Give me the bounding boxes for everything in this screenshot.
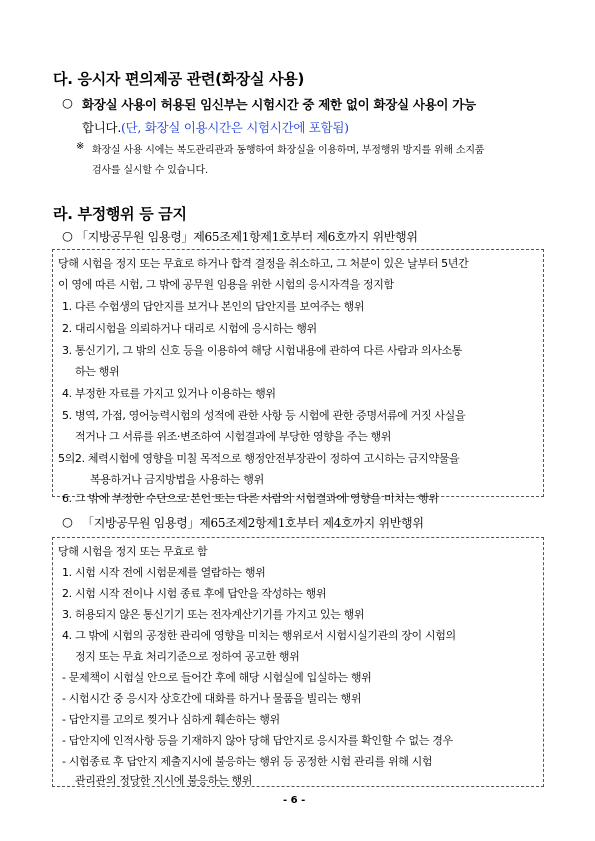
dash-item: - 답안지에 인적사항 등을 기재하지 않아 당해 답안지로 응시자를 확인할 수 없는 경우 — [62, 734, 453, 747]
list-item-continuation: 적거나 그 서류를 위조·변조하여 시험결과에 부당한 영향을 주는 행위 — [75, 430, 392, 443]
page-number: - 6 - — [283, 795, 306, 806]
box1-intro-line1: 당해 시험을 정지 또는 무효로 하거나 합격 결정을 취소하고, 그 처분이 있은 날부터 5년간 — [58, 257, 469, 270]
list-item: 3. 허용되지 않은 통신기기 또는 전자계산기기를 가지고 있는 행위 — [62, 608, 365, 621]
box1-intro-line2: 이 영에 따른 시험, 그 밖에 공무원 임용을 위한 시험의 응시자격을 정지함 — [58, 278, 394, 291]
dash-item: - 문제책이 시험실 안으로 들어간 후에 해당 시험실에 입실하는 행위 — [62, 671, 372, 684]
dash-item: - 시험종료 후 답안지 제출지시에 불응하는 행위 등 공정한 시험 관리를 위해 시험 — [62, 755, 433, 768]
restroom-bullet-line2 — [82, 118, 349, 136]
dash-item: - 시험시간 중 응시자 상호간에 대화를 하거나 물품을 빌리는 행위 — [62, 692, 362, 705]
list-item-continuation: 복용하거나 금지방법을 사용하는 행위 — [90, 473, 264, 486]
list-item: 4. 그 밖에 시험의 공정한 관리에 영향을 미치는 행위로서 시험시실기관의 장이 시험의 — [62, 629, 456, 642]
list-item: 5. 병역, 가점, 영어능력시험의 성적에 관한 사항 등 시험에 관한 증명서류에 거짓 사실을 — [62, 409, 466, 422]
restroom-bullet-line2-black: 합니다. — [82, 120, 121, 135]
bullet-mark: ○ — [62, 95, 73, 110]
list-item: 2. 시험 시작 전이나 시험 종료 후에 답안을 작성하는 행위 — [62, 587, 327, 600]
restroom-note-line1: 화장실 사용 시에는 복도관리관과 동행하여 화장실을 이용하며, 부정행위 방지를 위해 소지품 — [92, 145, 485, 156]
list-item: 4. 부정한 자료를 가지고 있거나 이용하는 행위 — [62, 387, 276, 400]
list-item: 2. 대리시험을 의뢰하거나 대리로 시험에 응시하는 행위 — [62, 322, 317, 335]
dash-item-continuation: 관리관의 정당한 지시에 불응하는 행위 — [75, 774, 253, 787]
list-item: 3. 통신기기, 그 밖의 신호 등을 이용하여 해당 시험내용에 관하여 다른 사람과 의사소통 — [62, 344, 463, 357]
article-65-2-bullet: 「지방공무원 임용령」제65조제2항제1호부터 제4호까지 위반행위 — [82, 516, 424, 530]
section-da-heading: 다. 응시자 편의제공 관련(화장실 사용) — [53, 70, 305, 88]
section-ra-heading: 라. 부정행위 등 금지 — [53, 205, 187, 223]
list-item: 1. 시험 시작 전에 시험문제를 열람하는 행위 — [62, 566, 266, 579]
bullet-mark: ○ — [62, 228, 73, 243]
list-item: 1. 다른 수험생의 답안지를 보거나 본인의 답안지를 보여주는 행위 — [62, 300, 365, 313]
note-mark: ※ — [76, 141, 85, 152]
article-65-2-box — [52, 537, 544, 787]
restroom-note-line2: 검사를 실시할 수 있습니다. — [92, 165, 208, 176]
article-65-1-box — [52, 249, 544, 505]
restroom-bullet-note-blue: (단, 화장실 이용시간은 시험시간에 포함됨) — [121, 120, 349, 135]
list-item: 5의2. 체력시험에 영향을 미칠 목적으로 행정안전부장관이 정하여 고시하는 금지약물을 — [58, 452, 460, 465]
list-item-continuation: 정지 또는 무효 처리기준으로 정하여 공고한 행위 — [75, 650, 300, 663]
dash-item: - 답안지를 고의로 찢거나 심하게 훼손하는 행위 — [62, 713, 280, 726]
restroom-bullet-line1: 화장실 사용이 허용된 임신부는 시험시간 중 제한 없이 화장실 사용이 가능 — [82, 97, 476, 112]
list-item-continuation: 하는 행위 — [75, 365, 120, 378]
list-item: 6. 그 밖에 부정한 수단으로 본인 또는 다른 사람의 시험결과에 영향을 미치는 행위 — [62, 492, 439, 505]
box2-intro: 당해 시험을 정지 또는 무효로 함 — [58, 545, 208, 558]
bullet-mark: ○ — [62, 514, 73, 529]
article-65-1-bullet: 「지방공무원 임용령」제65조제1항제1호부터 제6호까지 위반행위 — [76, 230, 418, 244]
